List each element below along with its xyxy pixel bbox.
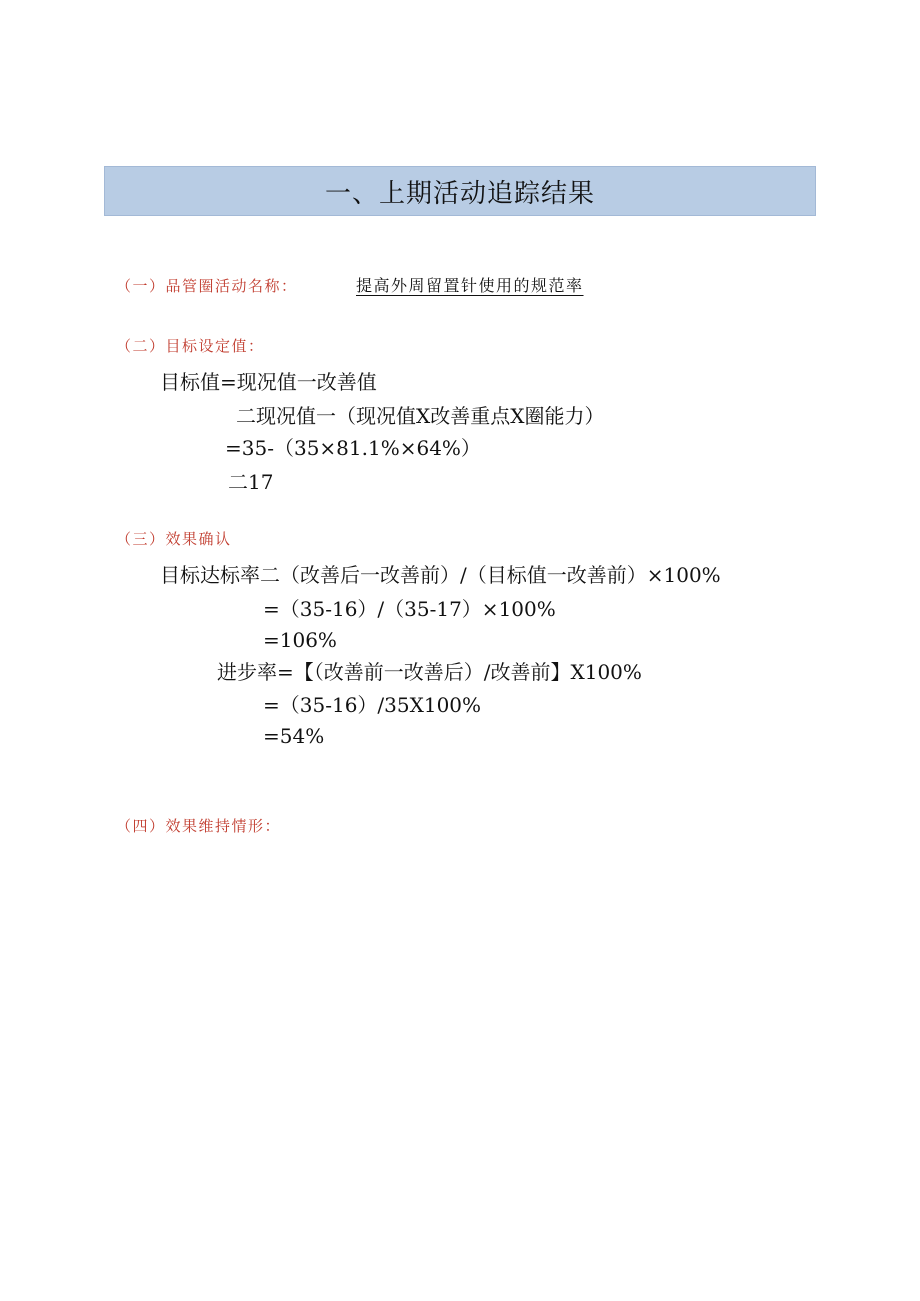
section-heading-effect-confirmation: （三）效果确认 xyxy=(116,530,232,548)
formula-line: =35-（35×81.1%×64%） xyxy=(225,436,481,460)
formula-line: =（35-16）/（35-17）×100% xyxy=(263,597,556,621)
section-heading-effect-maintenance: （四）效果维持情形： xyxy=(116,817,282,835)
title-banner xyxy=(104,166,816,216)
formula-line: 目标值=现况值一改善值 xyxy=(160,370,377,394)
formula-line: 进步率=【（改善前一改善后）/改善前】X100% xyxy=(217,660,642,684)
activity-name-value: 提高外周留置针使用的规范率 xyxy=(356,276,584,295)
section-heading-target-value: （二）目标设定值： xyxy=(116,337,265,355)
page-title: 一、上期活动追踪结果 xyxy=(324,178,595,209)
formula-line: =54% xyxy=(263,724,325,748)
formula-line: 目标达标率二（改善后一改善前）/（目标值一改善前）×100% xyxy=(160,563,721,587)
formula-line: =106% xyxy=(263,628,337,652)
formula-line: =（35-16）/35X100% xyxy=(263,693,482,717)
formula-line: 二17 xyxy=(228,470,274,494)
formula-line: 二现况值一（现况值X改善重点X圈能力） xyxy=(236,404,605,428)
section-heading-activity-name: （一）品管圈活动名称： xyxy=(116,277,298,295)
